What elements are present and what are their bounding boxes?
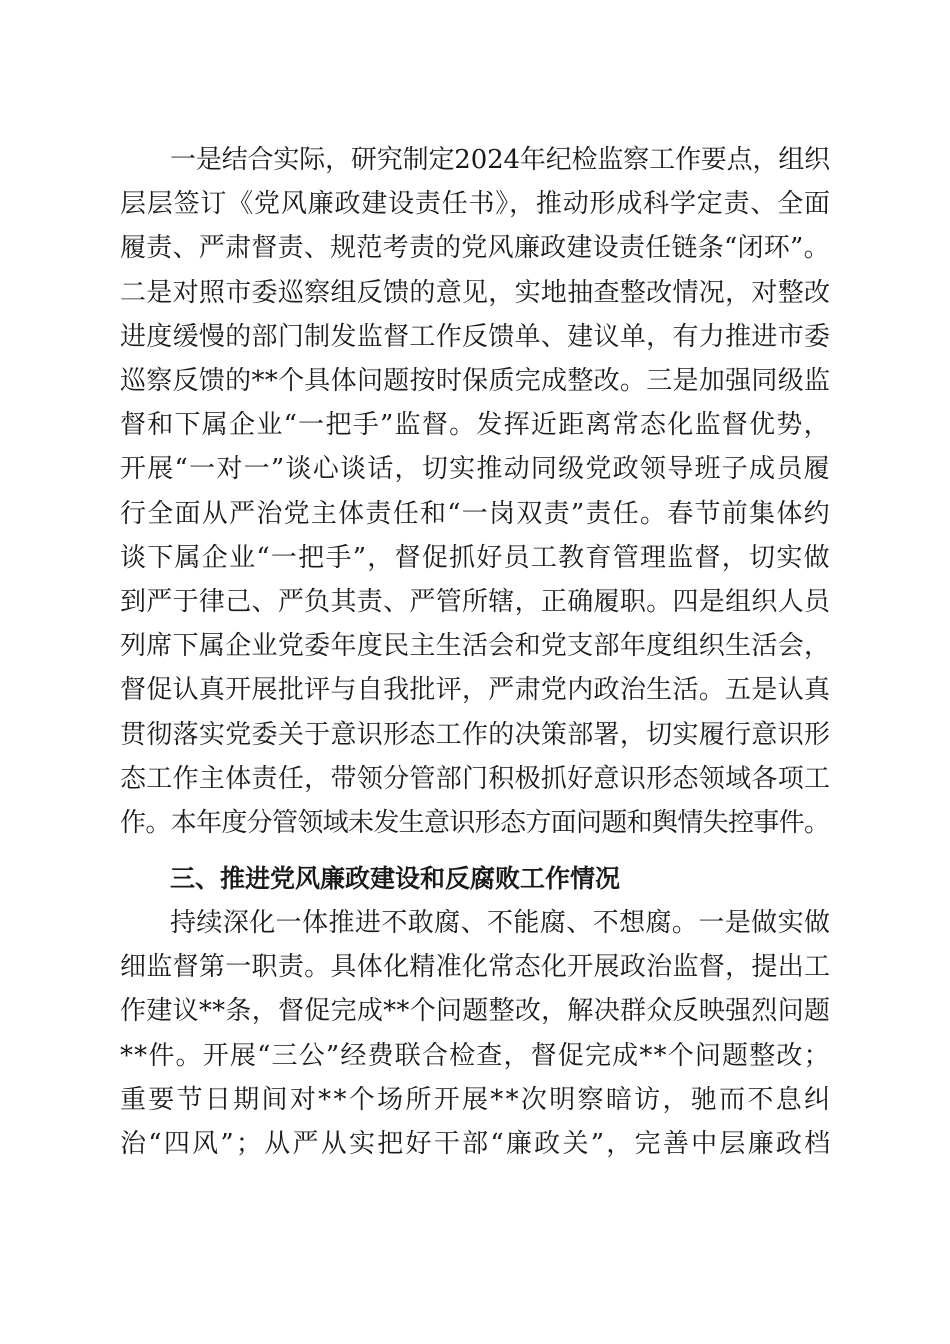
text-line: 到严于律己、严负其责、严管所辖，正确履职。四是组织人员 (120, 587, 831, 617)
text-line: 行全面从严治党主体责任和“一岗双责”责任。春节前集体约 (120, 498, 831, 529)
text-line: 进度缓慢的部门制发监督工作反馈单、建议单，有力推进市委 (120, 321, 831, 352)
text-line: 开展“一对一”谈心谈话，切实推动同级党政领导班子成员履 (120, 454, 831, 485)
text-line: **件。开展“三公”经费联合检查，督促完成**个问题整改； (120, 1040, 831, 1071)
text-line: 履责、严肃督责、规范考责的党风廉政建设责任链条“闭环”。 (120, 233, 830, 264)
text-line: 巡察反馈的**个具体问题按时保质完成整改。三是加强同级监 (120, 366, 831, 396)
text-line: 列席下属企业党委年度民主生活会和党支部年度组织生活会， (120, 631, 831, 662)
text-line: 一是结合实际，研究制定2024年纪检监察工作要点，组织 (170, 145, 831, 175)
text-line: 态工作主体责任，带领分管部门积极抓好意识形态领域各项工 (120, 763, 831, 794)
text-line: 重要节日期间对**个场所开展**次明察暗访，驰而不息纠 (120, 1084, 833, 1115)
text-line: 层层签订《党风廉政建设责任书》，推动形成科学定责、全面 (120, 189, 831, 220)
text-line: 作。本年度分管领域未发生意识形态方面问题和舆情失控事件。 (120, 808, 830, 838)
text-line: 细监督第一职责。具体化精准化常态化开展政治监督，提出工 (120, 952, 831, 983)
text-line: 治“四风”；从严从实把好干部“廉政关”，完善中层廉政档 (120, 1129, 833, 1159)
text-line: 二是对照市委巡察组反馈的意见，实地抽查整改情况，对整改 (120, 277, 831, 308)
text-line: 持续深化一体推进不敢腐、不能腐、不想腐。一是做实做 (170, 908, 831, 938)
text-line: 谈下属企业“一把手”，督促抓好员工教育管理监督，切实做 (120, 542, 831, 573)
text-line: 作建议**条，督促完成**个问题整改，解决群众反映强烈问题 (120, 996, 831, 1027)
text-line: 督和下属企业“一把手”监督。发挥近距离常态化监督优势， (120, 410, 831, 441)
text-line: 贯彻落实党委关于意识形态工作的决策部署，切实履行意识形 (120, 719, 831, 750)
section-heading: 三、推进党风廉政建设和反腐败工作情况 (170, 864, 621, 893)
text-line: 督促认真开展批评与自我批评，严肃党内政治生活。五是认真 (120, 675, 831, 706)
